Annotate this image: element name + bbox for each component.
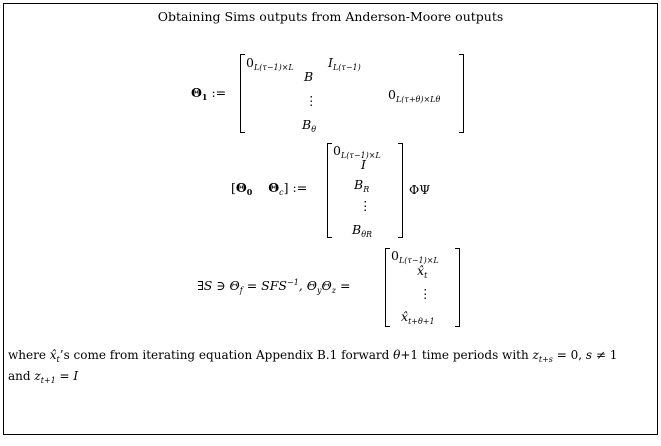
- eq3-right-bracket: [455, 248, 460, 327]
- eq1-cell-zero-block: $0_{L(\tau+\theta)\times L\theta}$: [388, 87, 441, 104]
- eq2-cell-identity: I: [361, 157, 366, 172]
- eq3-cell-xhat-theta: $x̂_{t+\theta+1}$: [401, 309, 435, 326]
- eq3-left-bracket: [385, 248, 390, 327]
- eq2-cell-b-r: $B_R$: [354, 177, 370, 194]
- eq1-cell-zero: $0_{L(\tau-1)\times L}$: [246, 55, 294, 72]
- eq1-lhs: $\Theta_1$ :=: [191, 85, 227, 102]
- eq3-cell-vdots: ⋮: [419, 286, 432, 301]
- eq3-cell-xhat-t: $x̂_t$: [417, 263, 428, 280]
- eq1-cell-b: B: [304, 69, 314, 84]
- eq2-cell-vdots: ⋮: [359, 198, 372, 213]
- eq2-cell-zero: $0_{L(\tau-1)\times L}$: [333, 143, 381, 160]
- eq1-cell-identity: $I_{L(\tau-1)}$: [328, 55, 361, 72]
- eq2-cell-b-theta-r: $B_{\theta R}$: [352, 222, 373, 239]
- eq2-right-bracket: [398, 143, 403, 238]
- eq1-right-bracket: [459, 54, 464, 133]
- eq1-cell-vdots: ⋮: [305, 93, 318, 108]
- eq1-left-bracket: [240, 54, 245, 133]
- eq2-rhs: ΦΨ: [409, 182, 431, 197]
- page-title: Obtaining Sims outputs from Anderson-Moore outputs: [157, 9, 504, 24]
- eq3-cell-zero: $0_{L(\tau-1)\times L}$: [391, 248, 439, 265]
- eq3-lhs: ∃S ∋ $\Theta_f = SFS^{-1}$, $\Theta_y\Theta_z$ =: [197, 278, 351, 295]
- eq2-lhs: [$\Theta_0$ $\Theta_c$] :=: [231, 180, 308, 197]
- eq1-cell-b-theta: $B_\theta$: [302, 117, 317, 134]
- eq2-left-bracket: [327, 143, 332, 238]
- explanatory-note: where $x̂_t’s$ come from iterating equation Appendix B.1 forward θ+1 time periods with $z_{t+s} = 0$, s ≠ 1 and $z_{t+1} = I$: [8, 348, 618, 385]
